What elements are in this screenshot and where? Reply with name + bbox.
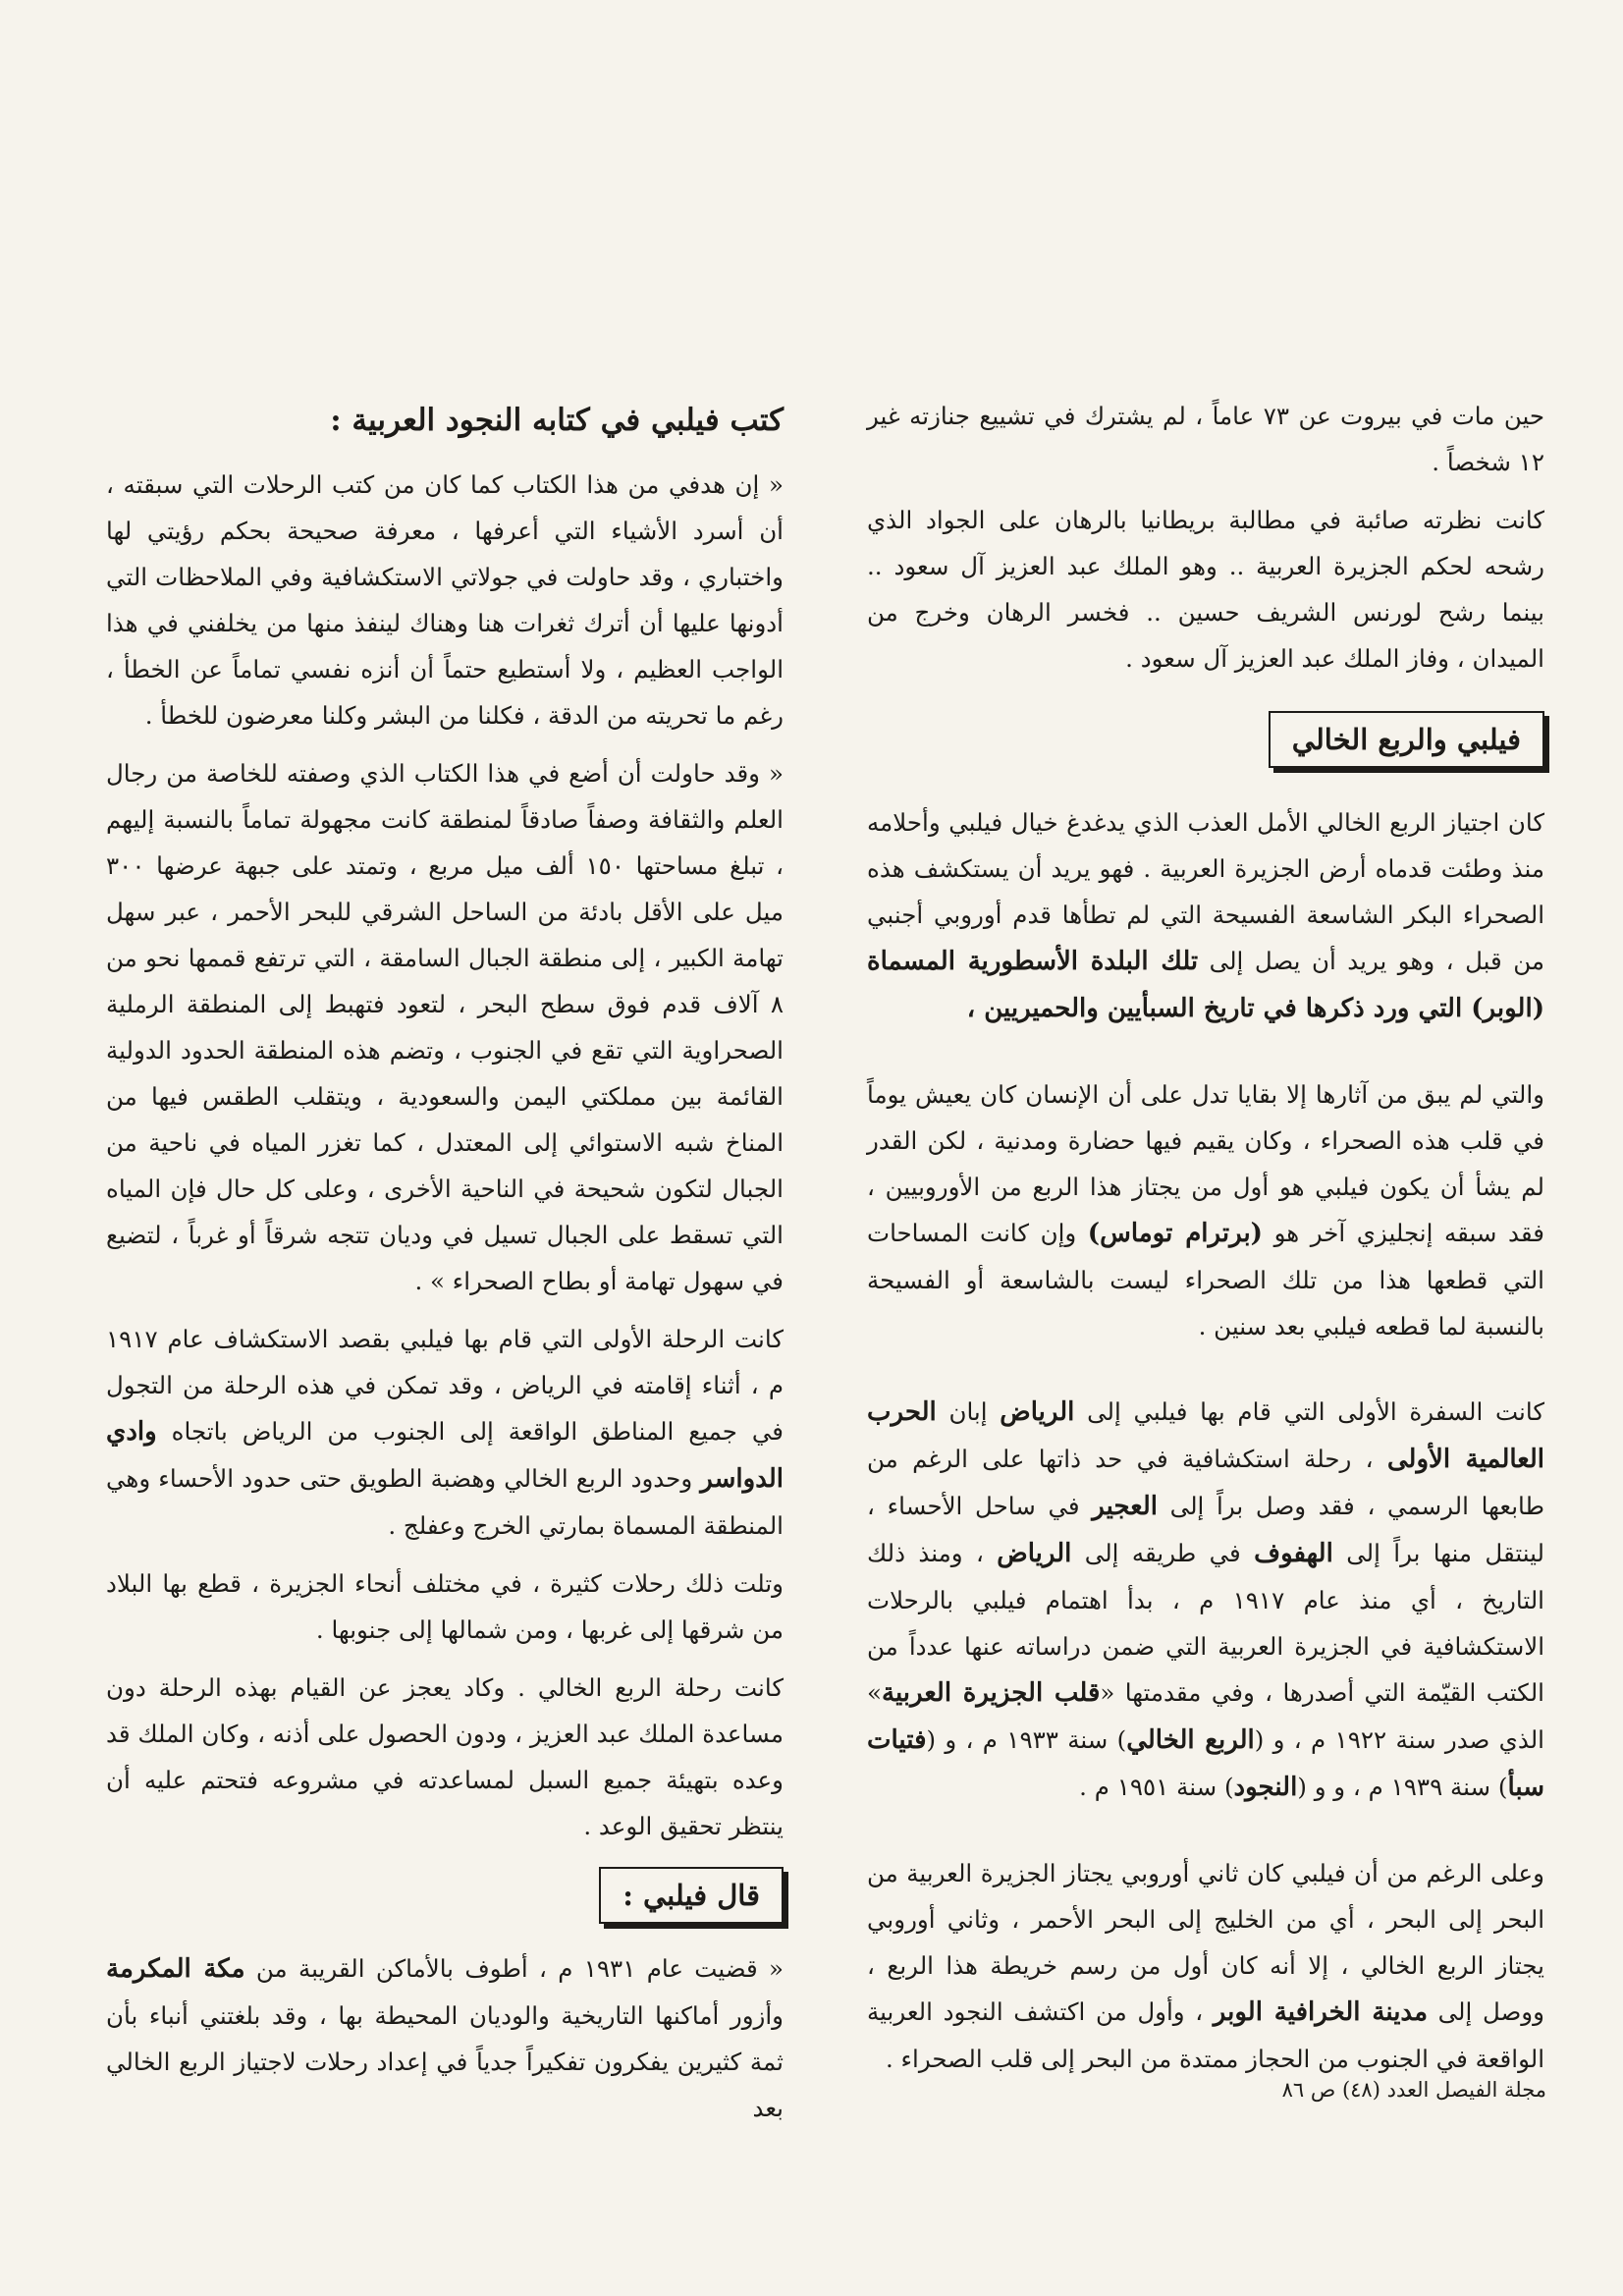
text: وأزور أماكنها التاريخية والوديان المحيطة بها ، وقد بلغتني أنباء بأن ثمة كثيرين يفكرون تفكيراً جدياً في إعداد رحلات لاجتياز الربع الخالي بعد [106, 2001, 784, 2122]
text: ) سنة ١٩٥١ م . [1079, 1773, 1234, 1801]
highlight-text: وادي الدواسر [106, 1417, 784, 1494]
highlight-text: النجود [1233, 1773, 1298, 1802]
quote-title-box [106, 1867, 784, 1924]
highlight-text: مكة المكرمة [106, 1954, 245, 1984]
page-footer: مجلة الفيصل العدد (٤٨) ص ٨٦ [1281, 2078, 1546, 2102]
paragraph [867, 1389, 1544, 1811]
text: كانت الرحلة الأولى التي قام بها فيلبي بقصد الاستكشاف عام ١٩١٧ م ، أثناء إقامته في الرياض ، وقد تمكن في هذه الرحلة من التجول في جميع المناطق الواقعة إلى الجنوب من الرياض باتجاه [106, 1325, 784, 1446]
quote-title: قال فيلبي : [599, 1867, 784, 1924]
highlight-text: العجير [1092, 1492, 1158, 1521]
quote-paragraph: « إن هدفي من هذا الكتاب كما كان من كتب الرحلات التي سبقته ، أن أسرد الأشياء التي أعرفها ، معرفة صحيحة بحكم رؤيتي لها واختباري ، وقد حاولت في جولاتي الاستكشافية وفي الملاحظات التي أدونها عليها أن أترك ثغرات هنا وهناك لينفذ منها من يخلفني في هذا الواجب العظيم ، ولا أستطيع حتماً أن أنزه نفسي تماماً عن الخطأ ، رغم ما تحريته من الدقة ، فكلنا من البشر وكلنا معرضون للخطأ . [106, 470, 784, 730]
text: » الذي صدر سنة ١٩٢٢ م ، و ( [867, 1678, 1544, 1754]
text: ) سنة ١٩٣٩ م ، و و ( [1297, 1773, 1508, 1801]
text: والتي لم يبق من آثارها إلا بقايا تدل على أن الإنسان كان يعيش يوماً في قلب هذه الصحراء ، وكان يقيم فيها حضارة ومدنية ، لكن القدر لم يشأ أن يكون فيلبي هو أول من يجتاز هذا الربع من الأوروبيين ، فقد سبقه إنجليزي آخر هو [867, 1080, 1544, 1247]
section-title-box [867, 711, 1544, 768]
highlight-text: (برترام توماس) [1087, 1219, 1263, 1248]
paragraph [867, 799, 1544, 1032]
paragraph: كانت نظرته صائبة في مطالبة بريطانيا بالرهان على الجواد الذي رشحه لحكم الجزيرة العربية .. وهو الملك عبد العزيز آل سعود .. بينما رشح لورنس الشريف حسين .. فخسر الرهان وخرج من الميدان ، وفاز الملك عبد العزيز آل سعود . [867, 506, 1544, 673]
text: وإن كانت المساحات التي قطعها هذا من تلك الصحراء ليست بالشاسعة أو الفسيحة بالنسبة لما قطعه فيلبي بعد سنين . [867, 1219, 1544, 1340]
highlight-text: الهفوف [1254, 1539, 1333, 1568]
section-heading: كتب فيلبي في كتابه النجود العربية : [330, 403, 784, 438]
paragraph: حين مات في بيروت عن ٧٣ عاماً ، لم يشترك في تشييع جنازته غير ١٢ شخصاً . [867, 402, 1545, 476]
highlight-text: تلك البلدة الأسطورية المسماة (الوبر) التي ورد ذكرها في تاريخ السبأيين والحميريين ، [867, 947, 1544, 1023]
highlight-text: فتيات سبأ [867, 1725, 1544, 1802]
highlight-text: الرياض [1000, 1397, 1075, 1427]
highlight-text: الرياض [997, 1539, 1072, 1568]
paragraph [867, 1071, 1544, 1349]
paragraph [106, 1316, 784, 1549]
right-column [867, 393, 1544, 2129]
text: ، وأول من اكتشف النجود العربية الواقعة في الجنوب من الحجاز ممتدة من البحر إلى قلب الصحراء . [867, 1997, 1544, 2073]
highlight-text: الحرب العالمية الأولى [867, 1397, 1544, 1474]
text: ، رحلة استكشافية في حد ذاتها على الرغم من طابعها الرسمي ، فقد وصل براً إلى [867, 1445, 1544, 1520]
paragraph: كانت رحلة الربع الخالي . وكاد يعجز عن القيام بهذه الرحلة دون مساعدة الملك عبد العزيز ، ودون الحصول على أذنه ، وكان الملك قد وعده بتهيئة جميع السبل لمساعدته في مشروعه فتحتم عليه أن ينتظر تحقيق الوعد . [106, 1673, 784, 1840]
paragraph: وتلت ذلك رحلات كثيرة ، في مختلف أنحاء الجزيرة ، قطع بها البلاد من شرقها إلى غربها ، ومن شمالها إلى جنوبها . [106, 1569, 784, 1644]
section-title: فيلبي والربع الخالي [1269, 711, 1544, 768]
text: في ساحل الأحساء ، لينتقل منها براً إلى [867, 1492, 1545, 1567]
paragraph [867, 1850, 1544, 2082]
text: في طريقه إلى [1084, 1539, 1241, 1567]
highlight-text: قلب الجزيرة العربية [882, 1678, 1101, 1708]
highlight-text: مدينة الخرافية الوبر [1213, 1997, 1429, 2027]
text: ) سنة ١٩٣٣ م ، و ( [926, 1725, 1127, 1754]
text: وعلى الرغم من أن فيلبي كان ثاني أوروبي يجتاز الجزيرة العربية من البحر إلى البحر ، أي من الخليج إلى البحر الأحمر ، وثاني أوروبي يجتاز الربع الخالي ، إلا أنه كان أول من رسم خريطة هذا الربع ، ووصل إلى [867, 1859, 1545, 2026]
text: إبان [948, 1397, 988, 1426]
quote-paragraph: « وقد حاولت أن أضع في هذا الكتاب الذي وصفته للخاصة من رجال العلم والثقافة وصفاً صادقاً لمنطقة كانت مجهولة تماماً بالنسبة إليهم ، تبلغ مساحتها ١٥٠ ألف ميل مربع ، وتمتد على جبهة عرضها ٣٠٠ ميل على الأقل بادئة من الساحل الشرقي للبحر الأحمر ، عبر سهل تهامة الكبير ، إلى منطقة الجبال السامقة ، التي ترتفع قممها نحو من ٨ آلاف قدم فوق سطح البحر ، لتعود فتهبط إلى المنطقة الرملية الصحراوية التي تقع في الجنوب ، وتضم هذه المنطقة الحدود الدولية القائمة بين مملكتي اليمن والسعودية ، ويتقلب الطقس فيها من المناخ شبه الاستوائي إلى المعتدل ، كما تغزر المياه في ناحية من الجبال لتكون شحيحة في الناحية الأخرى ، وعلى كل حال فإن المياه التي تسقط على الجبال تسيل في وديان تتجه شرقاً أو غرباً ، لتضيع في سهول تهامة أو بطاح الصحراء » . [106, 759, 784, 1295]
left-column [106, 393, 784, 2129]
text: ، ومنذ ذلك التاريخ ، أي منذ عام ١٩١٧ م ، بدأ اهتمام فيلبي بالرحلات الاستكشافية في الجزيرة العربية التي ضمن دراساته عنها عدداً من الكتب القيّمة التي أصدرها ، وفي مقدمتها « [867, 1539, 1544, 1707]
text: وحدود الربع الخالي وهضبة الطويق حتى حدود الأحساء وهي المنطقة المسماة بمارتي الخرج وعفلج . [106, 1464, 784, 1540]
text: كانت السفرة الأولى التي قام بها فيلبي إلى [1087, 1397, 1545, 1426]
text: كان اجتياز الربع الخالي الأمل العذب الذي يدغدغ خيال فيلبي وأحلامه منذ وطئت قدماه أرض الجزيرة العربية . فهو يريد أن يستكشف هذه الصحراء البكر الشاسعة الفسيحة التي لم تطأها قدم أوروبي أجنبي من قبل ، وهو يريد أن يصل إلى [867, 808, 1544, 975]
highlight-text: الربع الخالي [1126, 1725, 1255, 1755]
quote-paragraph [106, 1945, 784, 2131]
text: « قضيت عام ١٩٣١ م ، أطوف بالأماكن القريبة من [255, 1954, 784, 1983]
